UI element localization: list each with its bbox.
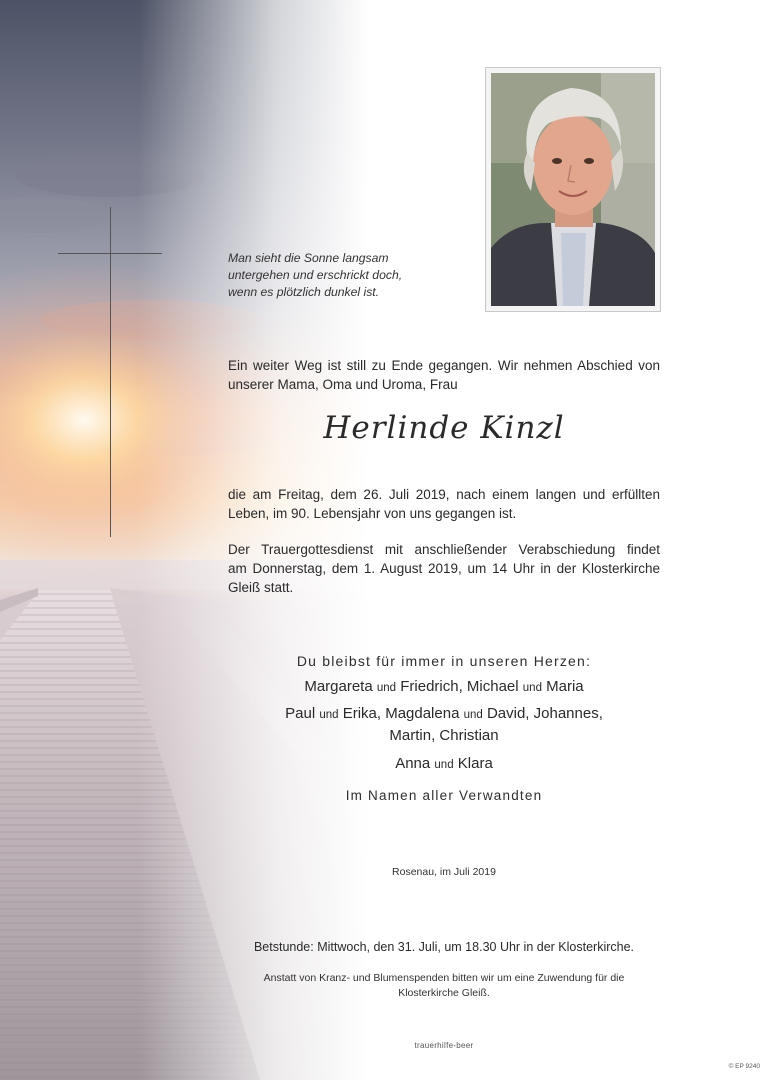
funeral-home-credit: trauerhilfe-beer <box>414 1041 474 1050</box>
funeral-service-paragraph <box>228 540 660 597</box>
conjunction: und <box>319 709 339 721</box>
mourner-name: Maria <box>546 678 584 695</box>
quote-line: Man sieht die Sonne langsam <box>228 251 389 265</box>
mourners-line-2 <box>228 705 660 722</box>
deceased-name: Herlinde Kinzl <box>323 410 565 446</box>
service-line: Der Trauergottesdienst mit anschließender Verabschiedung findet <box>228 542 660 557</box>
mourners-line-3: Martin, Christian <box>389 727 499 744</box>
mourners-line-4 <box>228 755 660 772</box>
death-notice-line: Leben, im 90. Lebensjahr von uns gegangen ist. <box>228 506 517 521</box>
donation-line: Klosterkirche Gleiß. <box>398 987 490 999</box>
cross-vertical-bar <box>110 207 111 537</box>
mourner-name: Anna <box>395 755 431 772</box>
mourner-name: Friedrich, Michael <box>400 678 519 695</box>
conjunction: und <box>376 682 397 694</box>
quote-line: wenn es plötzlich dunkel ist. <box>228 285 380 299</box>
mourners-line-1 <box>228 678 660 695</box>
intro-paragraph <box>228 356 660 394</box>
intro-line: Ein weiter Weg ist still zu Ende gegangen. Wir nehmen Abschied von <box>228 358 660 373</box>
conjunction: und <box>522 682 542 694</box>
death-notice-line: die am Freitag, dem 26. Juli 2019, nach einem langen und erfüllten <box>228 487 660 502</box>
service-line: am Donnerstag, dem 1. August 2019, um 14 Uhr in der Klosterkirche <box>228 561 660 576</box>
portrait-frame <box>485 67 661 312</box>
cross-horizontal-bar <box>58 253 162 254</box>
mourners-heading: Du bleibst für immer in unseren Herzen: <box>296 653 592 669</box>
donation-notice <box>228 971 660 1001</box>
place-and-date: Rosenau, im Juli 2019 <box>392 866 496 878</box>
print-code: © EP 9240 <box>728 1063 760 1070</box>
portrait-illustration <box>491 73 655 306</box>
memorial-quote <box>228 250 488 301</box>
mourner-name: Erika, Magdalena <box>342 705 460 722</box>
service-line: Gleiß statt. <box>228 580 294 595</box>
mourner-name: Margareta <box>304 678 373 695</box>
portrait-photo <box>491 73 655 306</box>
mourner-name: Paul <box>285 705 316 722</box>
prayer-hour-notice: Betstunde: Mittwoch, den 31. Juli, um 18.30 Uhr in der Klosterkirche. <box>253 940 635 954</box>
mourner-name: David, Johannes, <box>486 705 603 722</box>
quote-line: untergehen und erschrickt doch, <box>228 268 403 282</box>
conjunction: und <box>434 759 454 771</box>
mourner-name: Klara <box>457 755 493 772</box>
relatives-line: Im Namen aller Verwandten <box>345 788 543 803</box>
conjunction: und <box>463 709 483 721</box>
death-notice-paragraph <box>228 485 660 523</box>
donation-line: Anstatt von Kranz- und Blumenspenden bitten wir um eine Zuwendung für die <box>263 972 625 984</box>
intro-line: unserer Mama, Oma und Uroma, Frau <box>228 377 458 392</box>
